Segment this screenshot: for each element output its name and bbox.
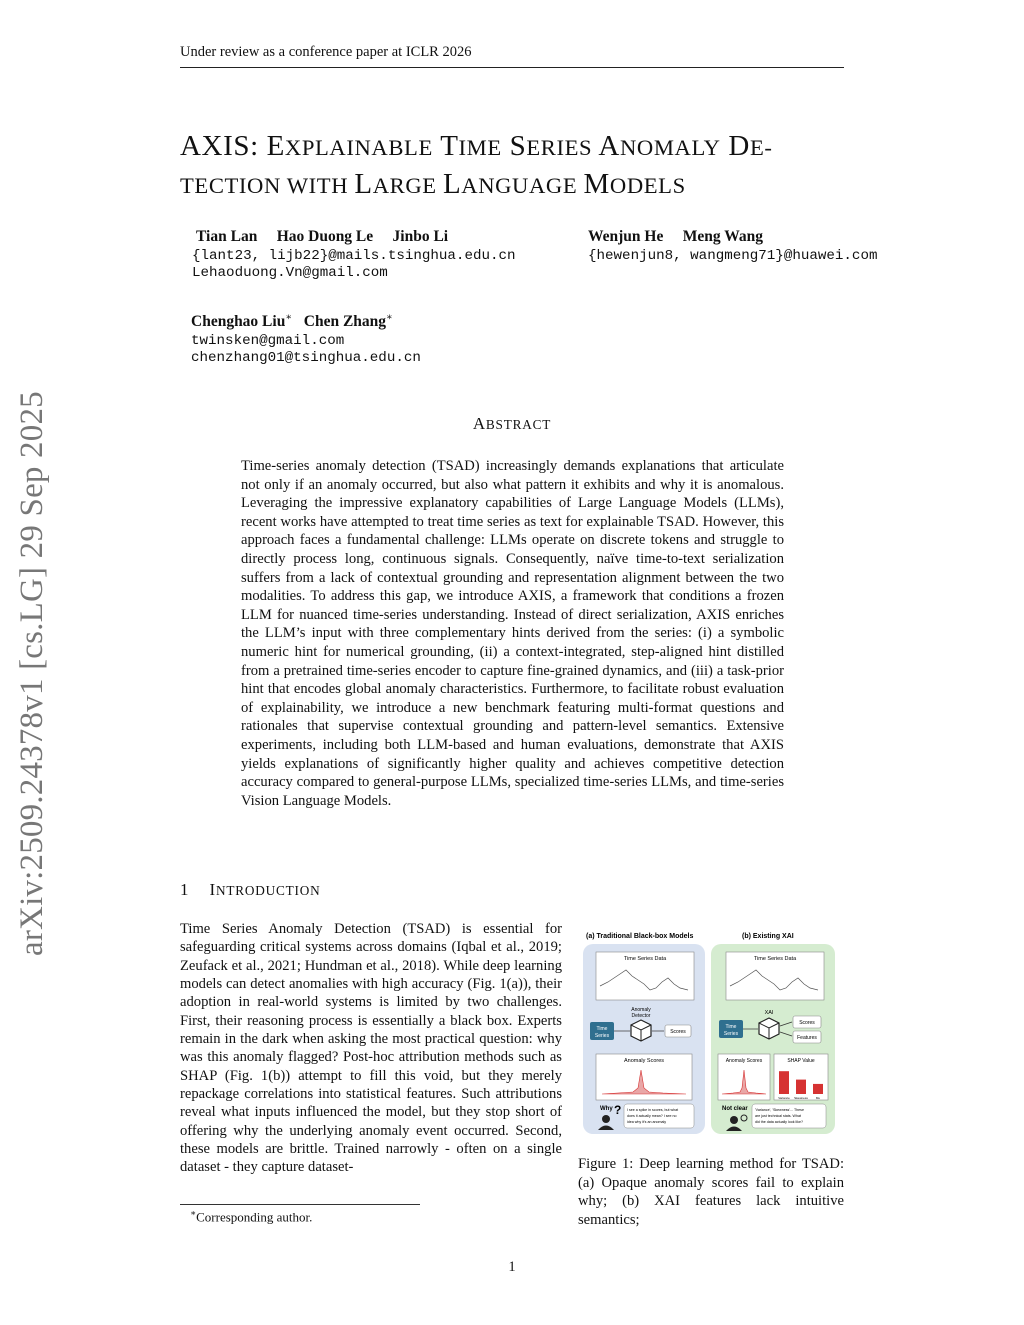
- footnote: ∗Corresponding author.: [190, 1208, 313, 1225]
- abstract-heading: ABSTRACT: [472, 414, 552, 433]
- bubble-b-line-2: are just technical stats. What: [755, 1114, 801, 1118]
- panel-b-ts-box-text-1: Time: [725, 1024, 737, 1030]
- author-group-2: [588, 228, 877, 264]
- scores-label: Scores: [670, 1029, 686, 1035]
- shap-tick-1: Skewness: [794, 1096, 808, 1100]
- bubble-a-line-1: I see a spike in scores, but what: [627, 1108, 679, 1112]
- panel-a-scores-title: Anomaly Scores: [623, 1058, 665, 1064]
- panel-b-scores-title: Anomaly Scores: [725, 1058, 763, 1064]
- author-email-1: {lant23, lijb22}@mails.tsinghua.edu.cn: [192, 248, 516, 264]
- figure-1-caption: Figure 1: Deep learning method for TSAD: (a) Opaque anomaly scores fail to explain why; (b) XAI features lack intuitive semantics;: [578, 1156, 844, 1228]
- author-names-1: Tian Lan Hao Duong Le Jinbo Li: [196, 228, 449, 245]
- author-email-4: twinsken@gmail.com: [191, 333, 345, 350]
- running-header: Under review as a conference paper at ICLR 2026: [180, 44, 844, 68]
- section-heading-introduction: 1 INTRODUCTION: [180, 880, 321, 899]
- panel-b-ts-box-text-2: Series: [723, 1031, 739, 1037]
- bubble-a-line-3: idea why it's an anomaly: [627, 1120, 667, 1124]
- page-number: 1: [508, 1259, 516, 1275]
- panel-a-ts-box-text-2: Series: [594, 1033, 610, 1039]
- title-line-1: AXIS: EXPLAINABLE TIME SERIES ANOMALY DE-: [180, 130, 773, 162]
- panel-a-title: (a) Traditional Black-box Models: [586, 933, 694, 940]
- panel-b-scores-label: Scores: [799, 1020, 815, 1026]
- bubble-b-line-1: 'Variance', 'Skewness'... These: [755, 1108, 804, 1112]
- author-group-1: [192, 228, 516, 281]
- shap-tick-0: Variance: [778, 1096, 790, 1100]
- introduction-text: Time Series Anomaly Detection (TSAD) is essential for safeguarding critical systems across domains (Iqbal et al., 2019; Zeufack et al., 2021; Hundman et al., 2018). While deep learning models can detect anomalies with high accuracy (Fig. 1(a)), their adoption in real-world systems is limited by two challenges. First, their reasoning process is essentially a black box. Experts remain in the dark when asking the most practical question: why was this anomaly flagged? Post-hoc attribution methods such as SHAP (Fig. 1(b)) attempt to fill this void, but they merely repackage correlations into statistical features. Such attributions reveal what inputs influenced the model, but they stop short of offering why the underlying anomaly event occurred. Second, these models are brittle. Trained narrowly - often on a single dataset - they capture dataset-: [180, 921, 562, 1176]
- shap-bar-0: [779, 1071, 789, 1094]
- footnote-divider: [180, 1204, 420, 1205]
- bubble-a-line-2: does it actually mean? I see no: [627, 1114, 677, 1118]
- title-line-2: TECTION WITH LARGE LANGUAGE MODELS: [180, 168, 686, 200]
- author-email-5: chenzhang01@tsinghua.edu.cn: [191, 350, 421, 367]
- person-b-head-icon: [730, 1116, 738, 1124]
- author-names-3: Chenghao Liu∗ Chen Zhang∗: [191, 312, 393, 331]
- detector-label-2: Detector: [631, 1013, 651, 1019]
- abstract-text: Time-series anomaly detection (TSAD) increasingly demands explanations that articulate not only if an anomaly occurred, but also what pattern it exhibits and why it is anomalous. Leveraging the impressive explanatory capabilities of Large Language Models (LLMs), recent works have attempted to treat time series as text for explainable TSAD. However, this approach faces a fundamental challenge: LLMs operate on discrete tokens and struggle to directly process long, continuous signals. Consequently, naïve time-to-text serialization suffers from a lack of contextual grounding and representation alignment between the two modalities. To address this gap, we introduce AXIS, a framework that conditions a frozen LLM for nuanced time-series understanding. Instead of direct serialization, AXIS enriches the LLM’s input with three complementary hints derived from the series: (i) a symbolic numeric hint for numerical grounding, (ii) a context-integrated, step-aligned hint distilled from a pretrained time-series encoder to capture fine-grained dynamics, and (iii) a task-prior hint that encodes global anomaly characteristics. Furthermore, to facilitate robust evaluation of explainability, we introduce a new benchmark featuring multi-format questions and rationales that supervise contextual grounding and pattern-level semantics. Extensive experiments, including both LLM-based and human evaluations, demonstrate that AXIS yields explanations of significantly higher quality and achieves competitive detection accuracy compared to general-purpose LLMs, specialized time-series LLMs, and time-series Vision Language Models.: [241, 458, 784, 809]
- figure-1: [578, 928, 844, 1140]
- xai-label: XAI: [764, 1010, 774, 1016]
- question-mark-icon: ?: [614, 1103, 622, 1117]
- detector-label-1: Anomaly: [631, 1007, 651, 1013]
- author-email-2: Lehaoduong.Vn@gmail.com: [192, 265, 388, 281]
- shap-bar-1: [796, 1080, 806, 1094]
- author-names-2: Wenjun He Meng Wang: [588, 228, 763, 245]
- arxiv-stamp: arXiv:2509.24378v1 [cs.LG] 29 Sep 2025: [14, 391, 50, 956]
- bubble-b-line-3: did the data actually look like?: [755, 1120, 803, 1124]
- shap-bar-2: [813, 1084, 823, 1094]
- author-email-3: {hewenjun8, wangmeng71}@huawei.com: [588, 248, 878, 264]
- shap-title: SHAP Value: [787, 1058, 815, 1064]
- features-label: Features: [797, 1035, 817, 1041]
- panel-b-ts-label: Time Series Data: [753, 956, 797, 962]
- author-group-3: [191, 312, 421, 366]
- figure-1-svg: [578, 928, 844, 1140]
- panel-a-ts-label: Time Series Data: [623, 956, 667, 962]
- person-head-icon: [602, 1115, 610, 1123]
- shap-tick-2: Mu: [815, 1096, 821, 1100]
- why-label: Why: [600, 1106, 613, 1112]
- not-clear-label: Not clear: [722, 1106, 748, 1112]
- panel-b-title: (b) Existing XAI: [742, 933, 794, 940]
- panel-a-ts-box-text-1: Time: [596, 1026, 608, 1032]
- paper-title: [180, 128, 860, 204]
